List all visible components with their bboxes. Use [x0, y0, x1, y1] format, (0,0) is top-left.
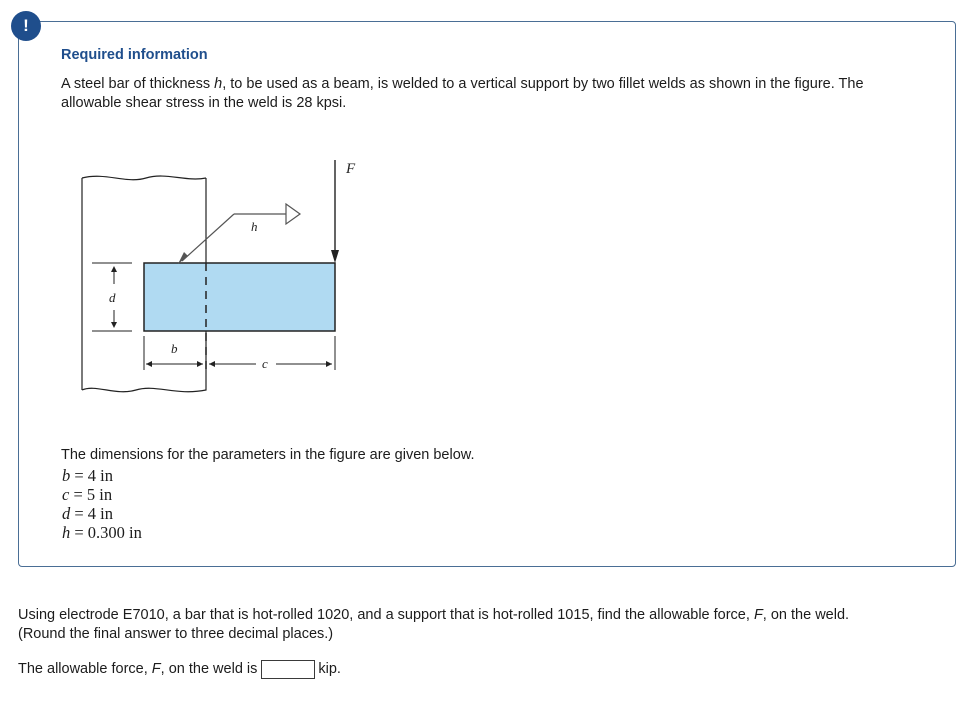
allowable-force-input[interactable] — [261, 660, 315, 679]
question-text: Using electrode E7010, a bar that is hot-rolled 1020, and a support that is hot-rolled 1015, find the allowable force, F, on the weld. (Round the final answer to three decimal places.) — [18, 607, 850, 642]
dimension-h: h = 0.300 in — [62, 523, 142, 542]
dimension-c: c = 5 in — [62, 485, 113, 504]
label-F: F — [346, 161, 356, 177]
label-c: c — [262, 356, 268, 371]
dimension-b: b = 4 in — [62, 466, 114, 485]
answer-unit: kip. — [318, 661, 341, 677]
steel-bar — [144, 263, 335, 331]
label-d: d — [109, 290, 116, 305]
dimensions-intro: The dimensions for the parameters in the figure are given below. — [61, 447, 475, 463]
label-h: h — [251, 219, 258, 234]
weld-flag — [286, 204, 300, 224]
info-heading: Required information — [61, 47, 208, 63]
weld-figure — [76, 152, 376, 402]
problem-statement: A steel bar of thickness h, to be used as a beam, is welded to a vertical support by two fillet welds as shown in the figure. The allowable shear stress in the weld is 28 kpsi. — [61, 76, 864, 111]
answer-row — [18, 660, 341, 679]
dimensions-list — [62, 466, 142, 542]
force-arrowhead — [331, 250, 339, 263]
dimension-d: d = 4 in — [62, 504, 114, 523]
label-b: b — [171, 341, 178, 356]
answer-prefix: The allowable force, F, on the weld is — [18, 661, 258, 677]
alert-icon: ! — [11, 11, 41, 41]
